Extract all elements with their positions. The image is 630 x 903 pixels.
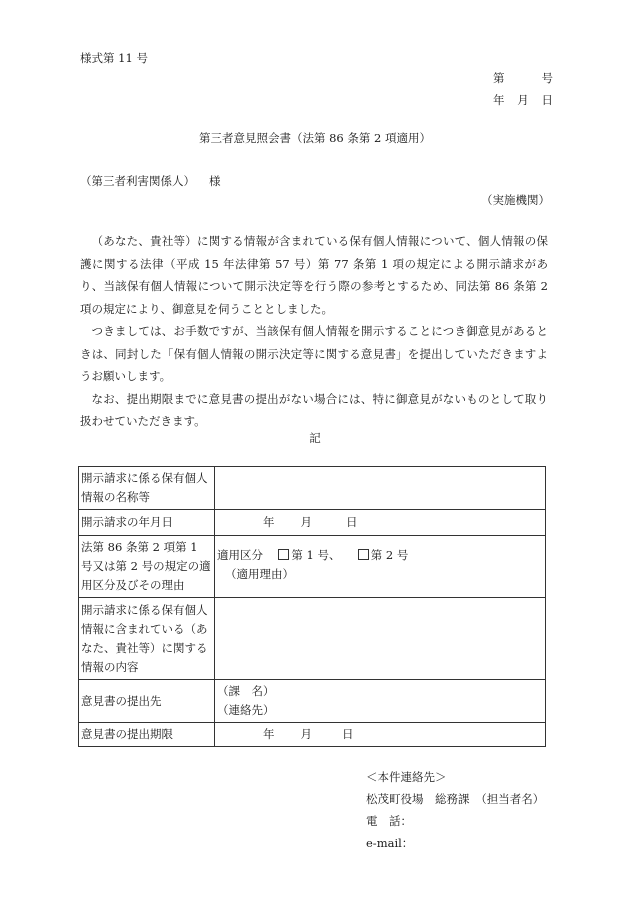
row-label-info-content: 開示請求に係る保有個人情報に含まれている（あなた、貴社等）に関する情報の内容 xyxy=(79,598,215,680)
document-title: 第三者意見照会書（法第 86 条第 2 項適用） xyxy=(198,131,432,145)
doc-date-day: 日 xyxy=(541,93,553,107)
doc-date-year: 年 xyxy=(493,93,505,107)
body-paragraph-1: （あなた、貴社等）に関する情報が含まれている保有個人情報について、個人情報の保護に関する法律（平成 15 年法律第 57 号）第 77 条第 1 項の規定による開示請求があり、当該保有個人情報について開示決定等を行う際の参考とするため、同法第 86 条第 2 項の規定により、御意見を伺うこととしました。 xyxy=(80,234,548,316)
body-paragraph-2: つきましては、お手数ですが、当該保有個人情報を開示することにつき御意見があるときは、同封した「保有個人情報の開示決定等に関する意見書」を提出していただきますようお願いします。 xyxy=(80,324,548,383)
deadline-month: 月 xyxy=(300,727,312,741)
body-text xyxy=(80,230,548,433)
addressee-suffix: 様 xyxy=(209,174,221,188)
table-row-request-date xyxy=(79,510,546,536)
contact-phone: 電 話： xyxy=(366,814,412,828)
row-value-request-date xyxy=(215,510,546,536)
table-row-info-name xyxy=(79,467,546,510)
deadline-year: 年 xyxy=(263,727,275,741)
document-number xyxy=(493,70,553,86)
contact-heading: ＜本件連絡先＞ xyxy=(366,770,447,784)
checkbox-option-2[interactable] xyxy=(358,549,369,560)
row-label-request-date: 開示請求の年月日 xyxy=(79,510,215,536)
body-paragraph-3: なお、提出期限までに意見書の提出がない場合には、特に御意見がないものとして取り扱わせていただきます。 xyxy=(80,391,548,428)
request-date-month: 月 xyxy=(300,515,312,529)
row-label-submission-deadline: 意見書の提出期限 xyxy=(79,723,215,747)
applicable-category-label: 適用区分 xyxy=(217,548,263,562)
checkbox-option-1[interactable] xyxy=(278,549,289,560)
doc-date-month: 月 xyxy=(517,93,529,107)
contact-email: e-mail： xyxy=(366,836,414,850)
row-value-info-content xyxy=(215,598,546,680)
table-row-submission-destination xyxy=(79,680,546,723)
table-row-submission-deadline xyxy=(79,723,546,747)
document-date xyxy=(493,92,553,108)
addressee xyxy=(80,173,221,189)
row-value-info-name xyxy=(215,467,546,510)
deadline-day: 日 xyxy=(342,727,354,741)
contact-office: 松茂町役場 総務課 （担当者名） xyxy=(366,792,545,806)
row-value-submission-destination xyxy=(215,680,546,723)
form-number: 様式第 11 号 xyxy=(80,51,148,65)
issuer: （実施機関） xyxy=(481,193,550,207)
row-label-applicable-category: 法第 86 条第 2 項第 1 号又は第 2 号の規定の適用区分及びその理由 xyxy=(79,536,215,598)
contact-block xyxy=(366,766,544,854)
doc-number-label-dai: 第 xyxy=(493,71,505,85)
row-value-submission-deadline xyxy=(215,723,546,747)
table-row-info-content xyxy=(79,598,546,680)
destination-contact: （連絡先） xyxy=(217,703,275,717)
details-table xyxy=(78,466,546,747)
request-date-year: 年 xyxy=(263,515,275,529)
row-label-submission-destination: 意見書の提出先 xyxy=(79,680,215,723)
option-1-label: 第 1 号、 xyxy=(291,548,341,562)
applicable-reason-label: （適用理由） xyxy=(225,567,294,581)
addressee-name: （第三者利害関係人） xyxy=(80,174,195,188)
destination-section-name: （課 名） xyxy=(217,684,275,698)
table-row-applicable-category xyxy=(79,536,546,598)
option-2-label: 第 2 号 xyxy=(370,548,409,562)
doc-number-label-go: 号 xyxy=(541,71,553,85)
request-date-day: 日 xyxy=(346,515,358,529)
row-label-info-name: 開示請求に係る保有個人情報の名称等 xyxy=(79,467,215,510)
ki-heading: 記 xyxy=(309,431,321,445)
row-value-applicable-category xyxy=(215,536,546,598)
